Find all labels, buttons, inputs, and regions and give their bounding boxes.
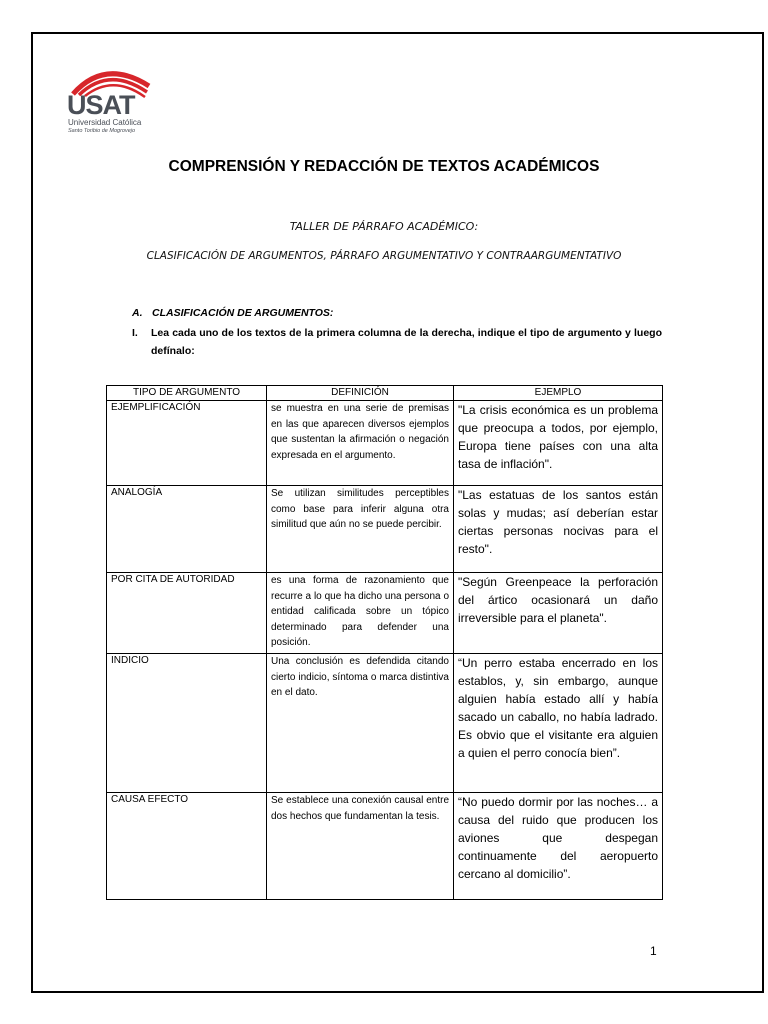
cell-ejemplo: “Un perro estaba encerrado en los establos, y, sin embargo, aunque alguien había estado allí y había sacado un caballo, no había ladrado. Es obvio que el visitante era alguien a quien el perro conocía bien”. (454, 654, 663, 793)
logo-subtitle: Universidad Católica (68, 118, 142, 127)
workshop-title: TALLER DE PÁRRAFO ACADÉMICO: (289, 220, 479, 233)
section-a-heading (132, 307, 333, 319)
header-ejemplo: EJEMPLO (454, 386, 663, 401)
instruction-text: Lea cada uno de los textos de la primera columna de la derecha, indique el tipo de argumento y luego defínalo: (151, 327, 662, 357)
university-logo (65, 64, 155, 139)
section-title: CLASIFICACIÓN DE ARGUMENTOS: (152, 307, 334, 319)
cell-ejemplo: "Según Greenpeace la perforación del ártico ocasionará un daño irreversible para el planeta". (454, 573, 663, 654)
logo-subtitle-2: Santo Toribio de Mogrovejo (68, 128, 136, 134)
cell-tipo: ANALOGÍA (107, 486, 267, 573)
cell-tipo: CAUSA EFECTO (107, 793, 267, 900)
header-tipo: TIPO DE ARGUMENTO (107, 386, 267, 401)
cell-definicion[interactable]: Se establece una conexión causal entre dos hechos que fundamentan la tesis. (267, 793, 454, 900)
item-marker: I. (132, 327, 138, 339)
table-row (107, 793, 663, 900)
cell-definicion[interactable]: se muestra en una serie de premisas en las que aparecen diversos ejemplos que sustentan la afirmación o negación expresada en el argumento. (267, 401, 454, 486)
cell-ejemplo: "La crisis económica es un problema que preocupa a todos, por ejemplo, Europa tiene países con una alta tasa de inflación". (454, 401, 663, 486)
cell-definicion[interactable]: Una conclusión es defendida citando cierto indicio, síntoma o marca distintiva en el dato. (267, 654, 454, 793)
table-header-row (107, 386, 663, 401)
table-row (107, 486, 663, 573)
page-number: 1 (650, 944, 657, 958)
table-row (107, 654, 663, 793)
arguments-table (106, 385, 663, 900)
cell-tipo: POR CITA DE AUTORIDAD (107, 573, 267, 654)
workshop-subtitle: CLASIFICACIÓN DE ARGUMENTOS, PÁRRAFO ARGUMENTATIVO Y CONTRAARGUMENTATIVO (146, 250, 622, 262)
section-marker: A. (132, 307, 143, 319)
document-title: COMPRENSIÓN Y REDACCIÓN DE TEXTOS ACADÉMICOS (168, 158, 600, 175)
instruction-item (132, 324, 662, 360)
cell-ejemplo: “No puedo dormir por las noches… a causa del ruido que producen los aviones que despegan continuamente del aeropuerto cercano al domicilio”. (454, 793, 663, 900)
logo-wordmark: USAT (67, 90, 135, 120)
cell-definicion[interactable]: es una forma de razonamiento que recurre a lo que ha dicho una persona o entidad calificada sobre un tópico determinado para defender una posición. (267, 573, 454, 654)
cell-tipo: EJEMPLIFICACIÓN (107, 401, 267, 486)
table-row (107, 401, 663, 486)
table-row (107, 573, 663, 654)
cell-ejemplo: "Las estatuas de los santos están solas y mudas; así deberían estar ciertas personas nocivas para el resto". (454, 486, 663, 573)
cell-tipo: INDICIO (107, 654, 267, 793)
header-definicion: DEFINICIÓN (267, 386, 454, 401)
cell-definicion[interactable]: Se utilizan similitudes perceptibles como base para inferir alguna otra similitud que aún no se puede percibir. (267, 486, 454, 573)
